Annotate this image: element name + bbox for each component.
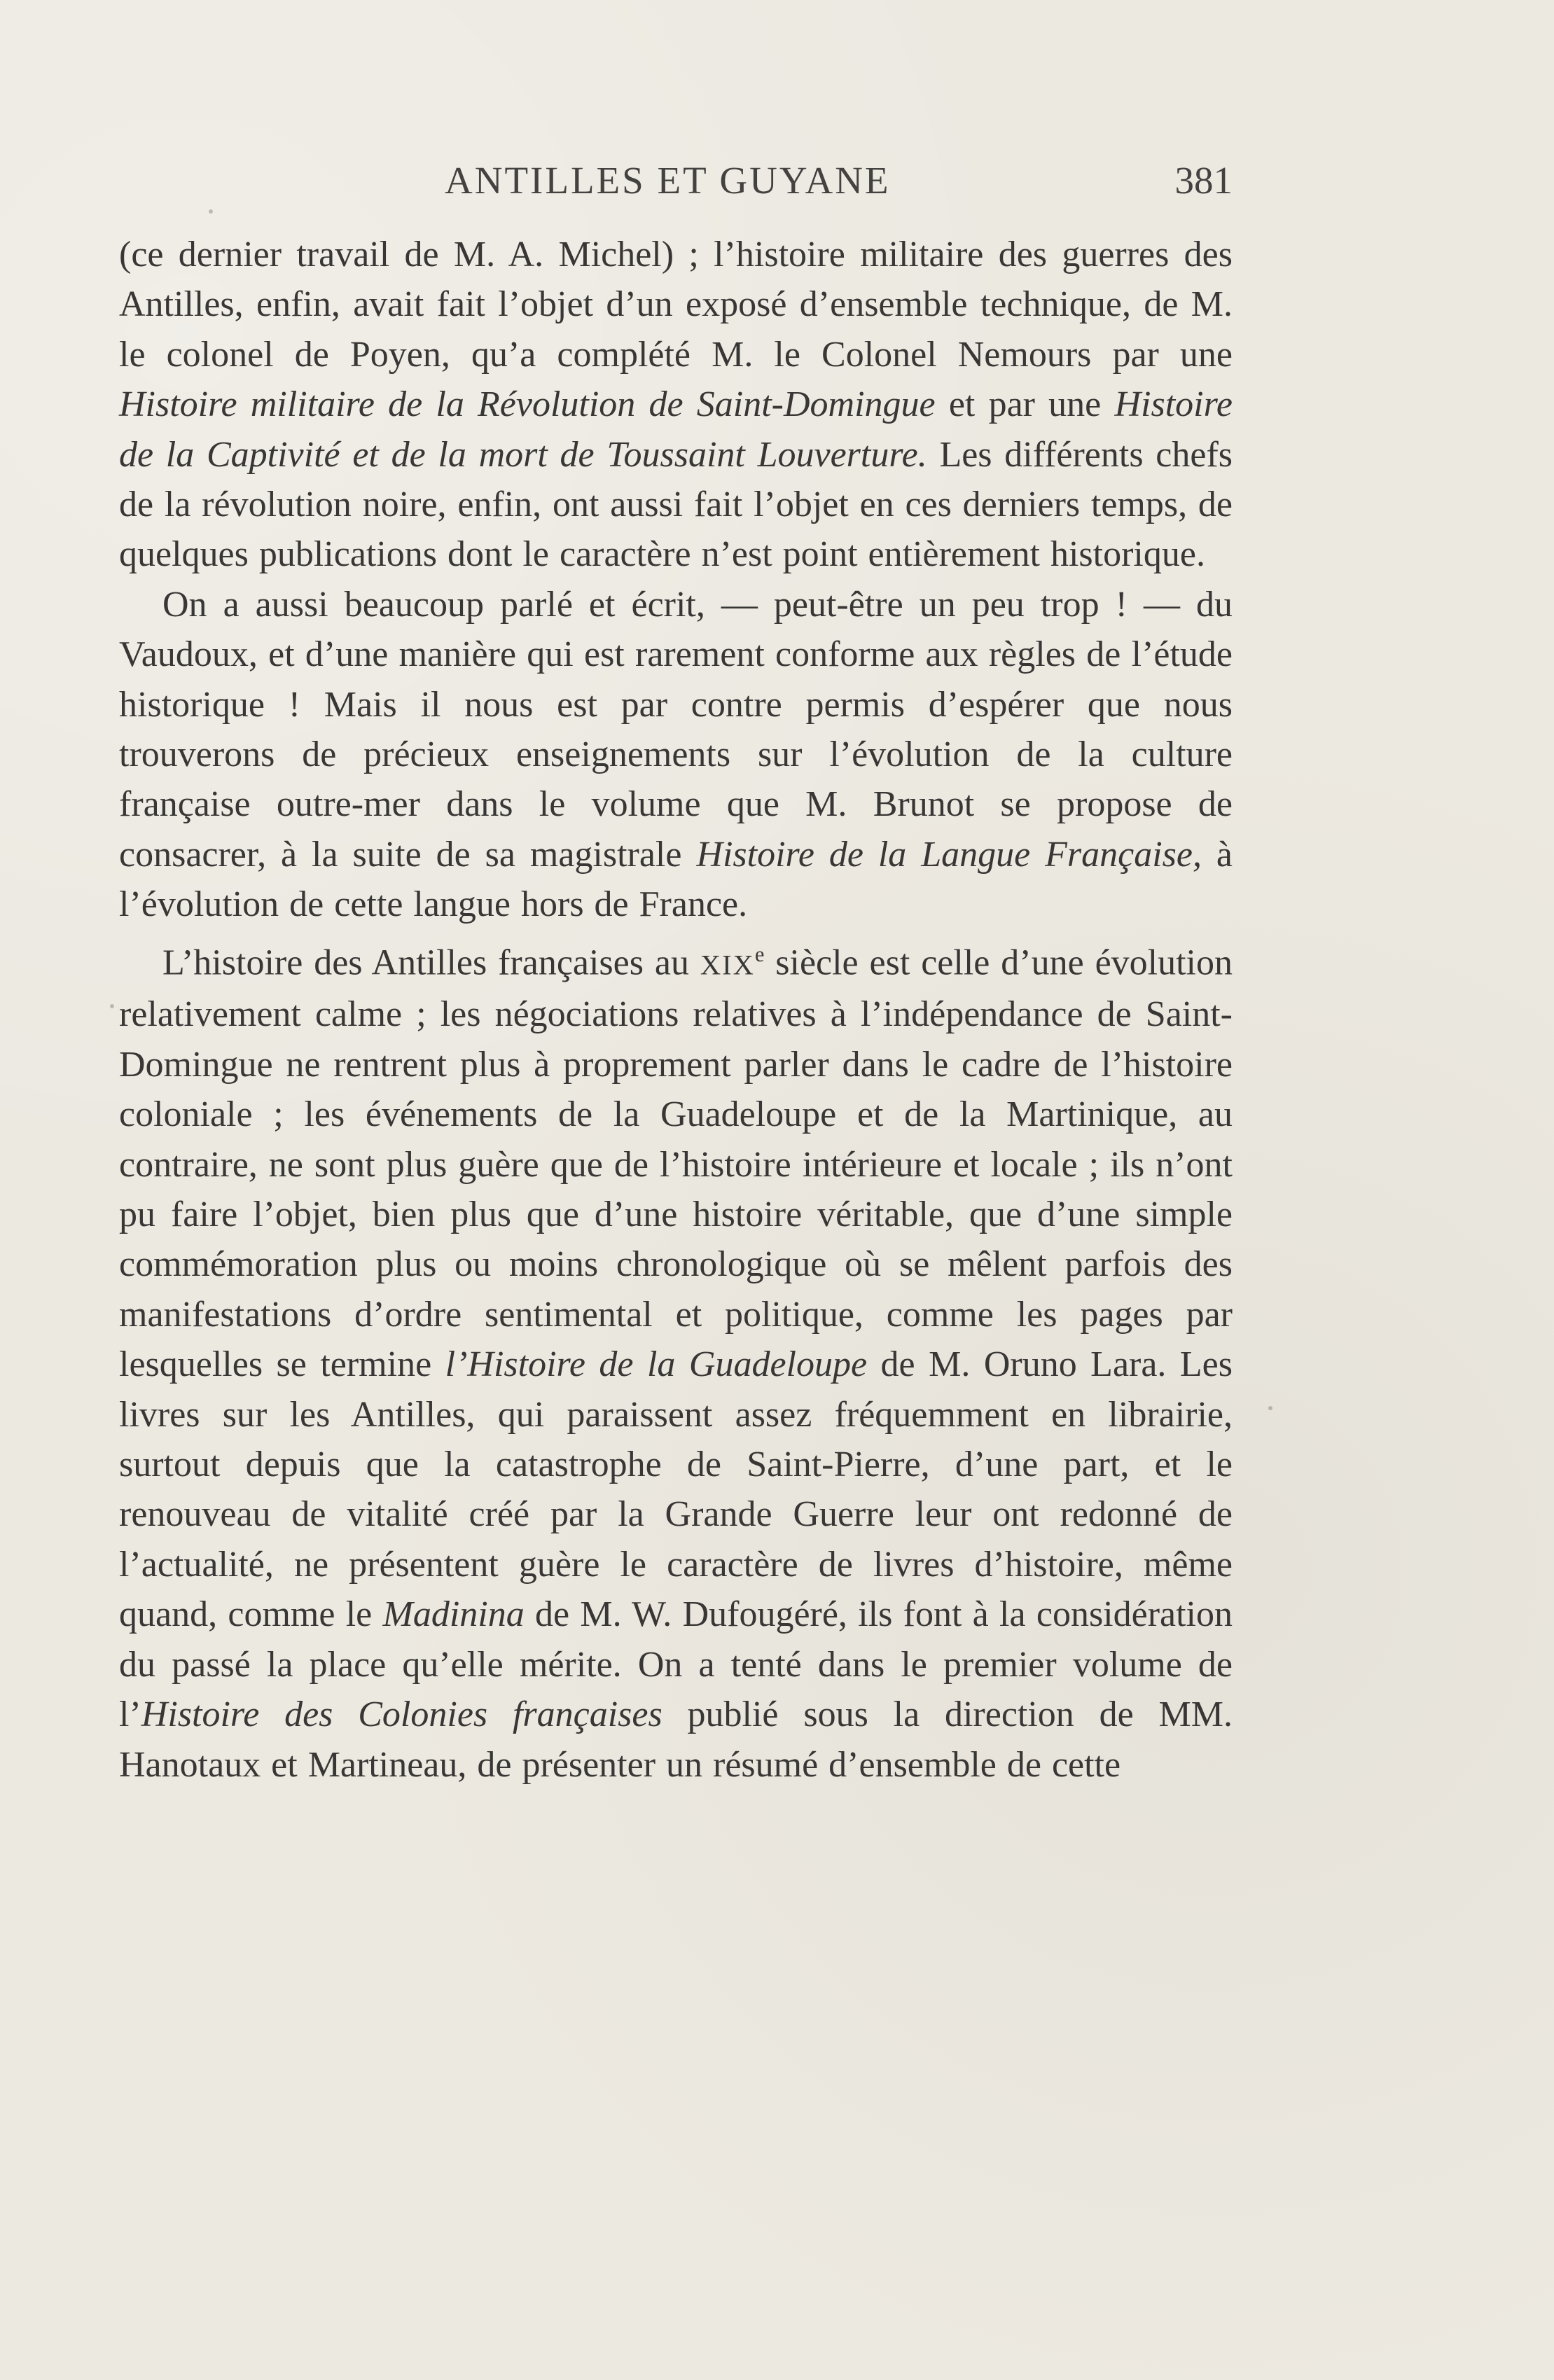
paper-speck (110, 1004, 114, 1008)
italic-title: l’Histoire de la Guadeloupe (445, 1344, 868, 1385)
paragraph (119, 930, 1233, 1790)
body-text (119, 230, 1233, 1790)
text-segment: publié sous la direction de MM. Hanotaux et Martineau, de présenter un résumé d’ensemble de cette (119, 1694, 1233, 1785)
text-segment: et par une (935, 384, 1115, 425)
paper-speck (209, 209, 213, 214)
italic-title: Histoire des Colonies françaises (141, 1694, 662, 1735)
chapter-title: ANTILLES ET GUYANE (445, 159, 891, 202)
page-number: 381 (1174, 159, 1233, 202)
text-segment: de M. Oruno Lara. Les livres sur les Antilles, qui paraissent assez fréquemment en librairie, surtout depuis que la catastrophe de Saint-Pierre, d’une part, et le renouveau de vitalité créé par la Grande Guerre leur ont redonné de l’actualité, ne présentent guère le caractère de livres d’histoire, même quand, comme le (119, 1344, 1233, 1635)
paper-speck (1268, 1406, 1272, 1410)
paragraph (119, 230, 1233, 580)
running-header (119, 158, 1233, 221)
italic-title: Histoire de la Langue Française, (696, 834, 1202, 875)
italic-title: Madinina (382, 1594, 525, 1635)
text-segment: de M. W. Dufougéré, ils font à la considération du passé la place qu’elle mérite. On a tenté dans le premier volume de l’ (119, 1594, 1233, 1735)
text-segment: On a aussi beaucoup parlé et écrit, — peut-être un peu trop ! — du Vaudoux, et d’une manière qui est rarement conforme aux règles de l’étude historique ! Mais il nous est par contre permis d’espérer que nous trouverons de précieux enseignements sur l’évolution de la culture française outre-mer dans le volume que M. Brunot se propose de consacrer, à la suite de sa magistrale (119, 584, 1233, 875)
italic-title: Histoire de la Captivité et de la mort de Toussaint Louverture. (119, 384, 1233, 475)
paragraph (119, 580, 1233, 930)
text-segment: L’histoire des Antilles françaises au (162, 942, 700, 983)
text-segment: à l’évolution de cette langue hors de France. (119, 834, 1233, 925)
italic-title: Histoire militaire de la Révolution de Saint-Domingue (119, 384, 936, 425)
text-segment: (ce dernier travail de M. A. Michel) ; l’histoire militaire des guerres des Antilles, enfin, avait fait l’objet d’un exposé d’ensemble technique, de M. le colonel de Poyen, qu’a complété M. le Colonel Nemours par une (119, 235, 1233, 375)
text-segment: Les différents chefs de la révolution noire, enfin, ont aussi fait l’objet en ces derniers temps, de quelques publications dont le caractère n’est point entièrement historique. (119, 434, 1233, 575)
text-segment: siècle est celle d’une évolution relativement calme ; les négociations relatives à l’indépendance de Saint-Domingue ne rentrent plus à proprement parler dans le cadre de l’histoire coloniale ; les événements de la Guadeloupe et de la Martinique, au contraire, ne sont plus guère que de l’histoire intérieure et locale ; ils n’ont pu faire l’objet, bien plus que d’une histoire véritable, que d’une simple commémoration plus ou moins chronologique où se mêlent parfois des manifestations d’ordre sentimental et politique, comme les pages par lesquelles se termine (119, 942, 1233, 1385)
superscript: e (754, 942, 765, 966)
century-roman-numeral: XIX (700, 949, 755, 981)
